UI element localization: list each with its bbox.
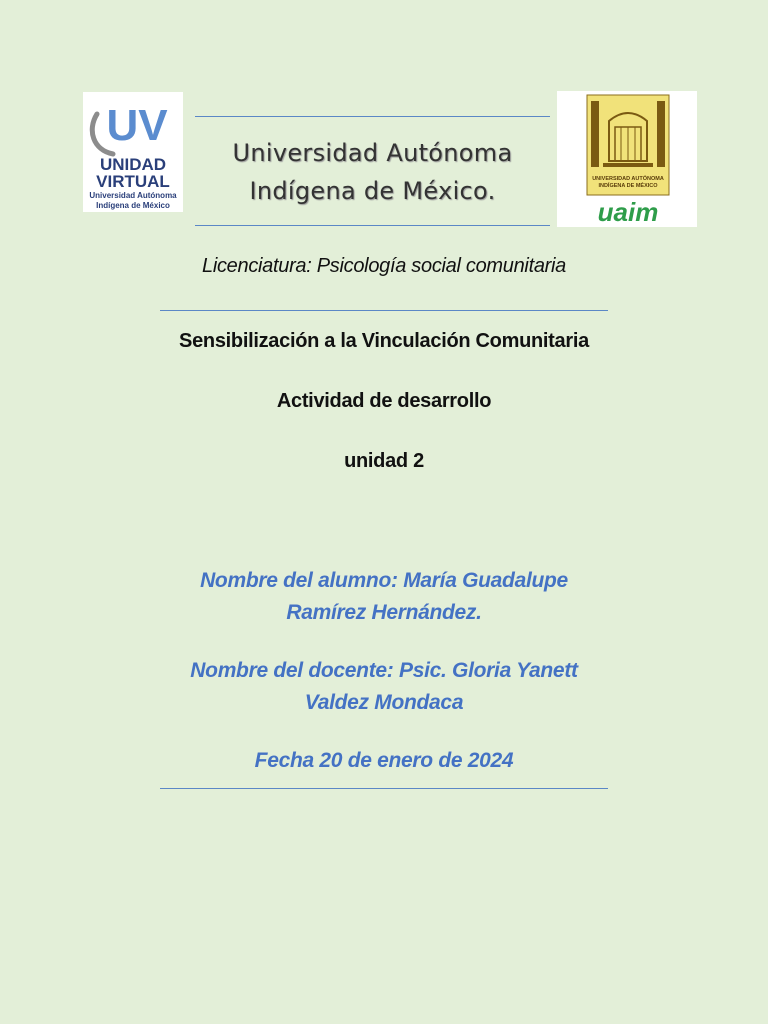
subject-title: Sensibilización a la Vinculación Comunitaria	[179, 330, 589, 352]
uv-logo-line3: Universidad Autónoma	[89, 191, 177, 200]
teacher-name-line2: Valdez Mondaca	[304, 691, 464, 714]
activity-title: Actividad de desarrollo	[276, 390, 492, 412]
footer-rule	[160, 788, 608, 789]
uaim-seal-left-band	[591, 101, 599, 167]
uaim-logo-graphic	[557, 91, 697, 227]
uv-logo-mark: UV	[106, 101, 168, 150]
uv-logo-line4: Indígena de México	[96, 201, 170, 210]
date-line: Fecha 20 de enero de 2024	[254, 749, 514, 772]
teacher-name-line1: Nombre del docente: Psic. Gloria Yanett	[190, 659, 578, 682]
header-rule-bottom	[195, 225, 550, 226]
teacher-name	[150, 655, 618, 719]
student-name-line2: Ramírez Hernández.	[286, 601, 482, 624]
uv-logo-line2: VIRTUAL	[96, 172, 170, 191]
uaim-seal-right-band	[657, 101, 665, 167]
degree-program: Licenciatura: Psicología social comunitaria	[202, 255, 566, 277]
student-name-line1: Nombre del alumno: María Guadalupe	[200, 569, 568, 592]
unit-title: unidad 2	[344, 450, 424, 472]
university-name-line2: Indígena de México.	[249, 177, 496, 205]
uaim-logo-caption2: INDÍGENA DE MÉXICO	[598, 183, 658, 189]
uaim-logo	[557, 91, 697, 227]
student-name	[150, 565, 618, 629]
uv-logo-graphic	[83, 92, 183, 212]
university-name-line1: Universidad Autónoma	[232, 139, 513, 167]
uaim-logo-caption1: UNIVERSIDAD AUTÓNOMA	[592, 176, 664, 182]
header-rule-top	[195, 116, 550, 117]
uv-logo	[83, 92, 183, 212]
degree-rule	[160, 310, 608, 311]
university-name	[195, 134, 550, 210]
uaim-logo-wordmark: uaim	[597, 197, 659, 227]
uv-logo-line1: UNIDAD	[99, 155, 167, 174]
